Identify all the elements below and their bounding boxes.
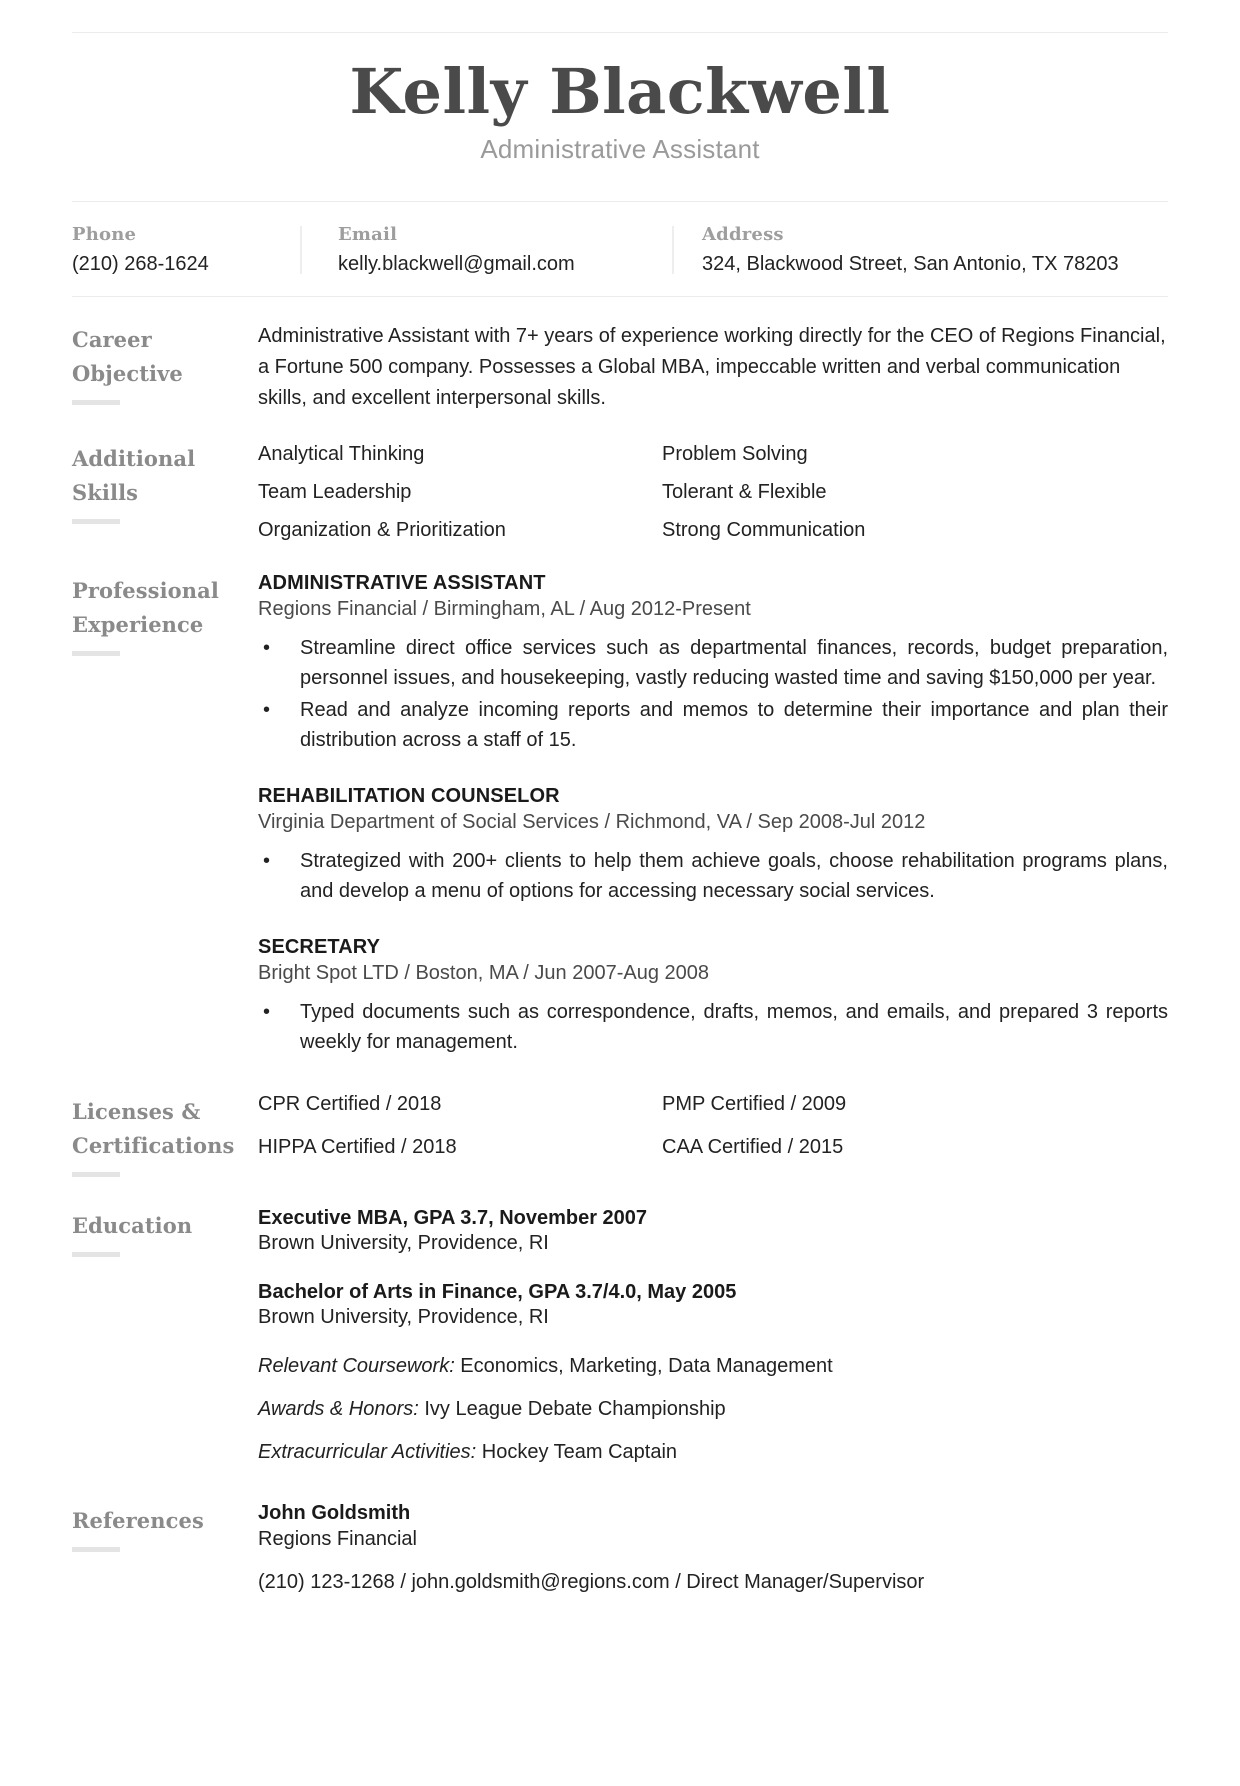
section-career-objective bbox=[72, 297, 1168, 414]
job-bullet bbox=[258, 846, 1168, 906]
skill-item: Tolerant & Flexible bbox=[662, 481, 827, 504]
job-bullet bbox=[258, 633, 1168, 693]
job-role: SECRETARY bbox=[258, 936, 381, 959]
section-references bbox=[72, 1464, 1168, 1594]
section-label-education-line1: Education bbox=[72, 1213, 193, 1239]
job-meta: Regions Financial / Birmingham, AL / Aug 2012-Present bbox=[258, 598, 751, 621]
education-coursework bbox=[258, 1355, 1168, 1378]
education-coursework-label: Relevant Coursework: bbox=[258, 1355, 455, 1378]
job-bullets bbox=[258, 846, 1168, 906]
section-label-experience-line2: Experience bbox=[72, 612, 204, 638]
contact-email bbox=[300, 224, 672, 276]
bullet-dot-icon: • bbox=[263, 850, 271, 873]
section-education bbox=[72, 1177, 1168, 1464]
section-label-objective-line1: Career bbox=[72, 327, 152, 353]
license-item: CPR Certified / 2018 bbox=[258, 1093, 442, 1116]
education-entry bbox=[258, 1207, 1168, 1255]
skill-item: Analytical Thinking bbox=[258, 443, 425, 466]
section-label-skills-line1: Additional bbox=[72, 446, 196, 472]
contact-bar bbox=[72, 202, 1168, 296]
section-underline-licenses bbox=[72, 1172, 120, 1177]
skill-item: Team Leadership bbox=[258, 481, 412, 504]
contact-address bbox=[672, 224, 1168, 276]
job-bullet-text: Read and analyze incoming reports and memos to determine their importance and plan their distribution across a staff of 15. bbox=[300, 699, 1168, 752]
license-item: CAA Certified / 2015 bbox=[662, 1136, 844, 1159]
contact-phone-label: Phone bbox=[72, 224, 137, 246]
section-underline-experience bbox=[72, 651, 120, 656]
section-label-licenses-line1: Licenses & bbox=[72, 1099, 201, 1125]
job-bullet bbox=[258, 695, 1168, 755]
skill-item: Organization & Prioritization bbox=[258, 519, 506, 542]
education-coursework-value: Economics, Marketing, Data Management bbox=[454, 1355, 833, 1378]
experience-entry bbox=[258, 936, 1168, 1057]
section-label-references-line1: References bbox=[72, 1508, 204, 1534]
skill-item: Strong Communication bbox=[662, 519, 866, 542]
reference-company: Regions Financial bbox=[258, 1528, 417, 1551]
license-item: HIPPA Certified / 2018 bbox=[258, 1136, 457, 1159]
job-bullets bbox=[258, 633, 1168, 755]
bullet-dot-icon: • bbox=[263, 1001, 271, 1024]
section-label-experience bbox=[72, 572, 258, 656]
education-awards-value: Ivy League Debate Championship bbox=[418, 1398, 726, 1421]
job-meta: Bright Spot LTD / Boston, MA / Jun 2007-Aug 2008 bbox=[258, 962, 710, 985]
contact-email-label: Email bbox=[338, 224, 398, 246]
education-extracurricular bbox=[258, 1441, 1168, 1464]
education-extracurricular-label: Extracurricular Activities: bbox=[258, 1441, 477, 1464]
education-extracurricular-value: Hockey Team Captain bbox=[476, 1441, 678, 1464]
section-label-objective-line2: Objective bbox=[72, 361, 183, 387]
job-bullet bbox=[258, 997, 1168, 1057]
job-bullet-text: Streamline direct office services such as departmental finances, records, budget preparation, personnel issues, and housekeeping, vastly reducing wasted time and saving $150,000 per year. bbox=[300, 637, 1168, 690]
candidate-name: Kelly Blackwell bbox=[349, 55, 891, 128]
section-label-licenses bbox=[72, 1093, 258, 1177]
section-underline-objective bbox=[72, 400, 120, 405]
section-body-experience bbox=[258, 572, 1168, 1059]
job-role: REHABILITATION COUNSELOR bbox=[258, 785, 560, 808]
candidate-job-title: Administrative Assistant bbox=[480, 134, 760, 165]
education-awards-label: Awards & Honors: bbox=[258, 1398, 419, 1421]
resume-page bbox=[0, 32, 1240, 1786]
section-body-licenses bbox=[258, 1093, 1168, 1159]
contact-email-value[interactable]: kelly.blackwell@gmail.com bbox=[338, 253, 575, 276]
section-underline-references bbox=[72, 1547, 120, 1552]
reference-contact: (210) 123-1268 / john.goldsmith@regions.com / Direct Manager/Supervisor bbox=[258, 1571, 925, 1594]
section-body-skills bbox=[258, 440, 1168, 544]
section-underline-education bbox=[72, 1252, 120, 1257]
section-label-licenses-line2: Certifications bbox=[72, 1133, 235, 1159]
section-label-references bbox=[72, 1502, 258, 1552]
licenses-grid bbox=[258, 1093, 1168, 1159]
section-body-references bbox=[258, 1502, 1168, 1594]
section-label-objective bbox=[72, 321, 258, 405]
experience-entry bbox=[258, 572, 1168, 755]
job-bullet-text: Typed documents such as correspondence, drafts, memos, and emails, and prepared 3 reports weekly for management. bbox=[300, 1001, 1168, 1054]
license-item: PMP Certified / 2009 bbox=[662, 1093, 847, 1116]
skills-grid bbox=[258, 440, 1168, 544]
contact-phone-value[interactable]: (210) 268-1624 bbox=[72, 253, 209, 276]
job-meta: Virginia Department of Social Services / Richmond, VA / Sep 2008-Jul 2012 bbox=[258, 811, 926, 834]
skill-item: Problem Solving bbox=[662, 443, 808, 466]
education-awards bbox=[258, 1398, 1168, 1421]
section-label-education bbox=[72, 1207, 258, 1257]
education-degree: Bachelor of Arts in Finance, GPA 3.7/4.0, May 2005 bbox=[258, 1281, 737, 1304]
education-entry bbox=[258, 1281, 1168, 1329]
contact-divider-1 bbox=[300, 226, 302, 274]
section-label-experience-line1: Professional bbox=[72, 578, 219, 604]
bullet-dot-icon: • bbox=[263, 637, 271, 660]
education-school: Brown University, Providence, RI bbox=[258, 1232, 549, 1255]
resume-header bbox=[72, 33, 1168, 165]
section-body-objective bbox=[258, 321, 1168, 414]
section-body-education bbox=[258, 1207, 1168, 1464]
experience-entry bbox=[258, 785, 1168, 906]
section-underline-skills bbox=[72, 519, 120, 524]
contact-address-value: 324, Blackwood Street, San Antonio, TX 78203 bbox=[702, 253, 1119, 276]
education-degree: Executive MBA, GPA 3.7, November 2007 bbox=[258, 1207, 648, 1230]
section-additional-skills bbox=[72, 414, 1168, 544]
reference-name: John Goldsmith bbox=[258, 1502, 411, 1525]
contact-divider-2 bbox=[672, 226, 674, 274]
bullet-dot-icon: • bbox=[263, 699, 271, 722]
contact-phone bbox=[72, 224, 300, 276]
section-licenses-certifications bbox=[72, 1059, 1168, 1177]
job-role: ADMINISTRATIVE ASSISTANT bbox=[258, 572, 546, 595]
job-bullet-text: Strategized with 200+ clients to help them achieve goals, choose rehabilitation programs plans, and develop a menu of options for accessing necessary social services. bbox=[300, 850, 1168, 903]
career-objective-text: Administrative Assistant with 7+ years of experience working directly for the CEO of Regions Financial, a Fortune 500 company. Possesses a Global MBA, impeccable written and verbal communication skills, and excellent interpersonal skills. bbox=[258, 325, 1166, 410]
job-bullets bbox=[258, 997, 1168, 1057]
section-professional-experience bbox=[72, 544, 1168, 1059]
section-label-skills-line2: Skills bbox=[72, 480, 139, 506]
contact-address-label: Address bbox=[702, 224, 784, 246]
education-school: Brown University, Providence, RI bbox=[258, 1306, 549, 1329]
section-label-skills bbox=[72, 440, 258, 524]
